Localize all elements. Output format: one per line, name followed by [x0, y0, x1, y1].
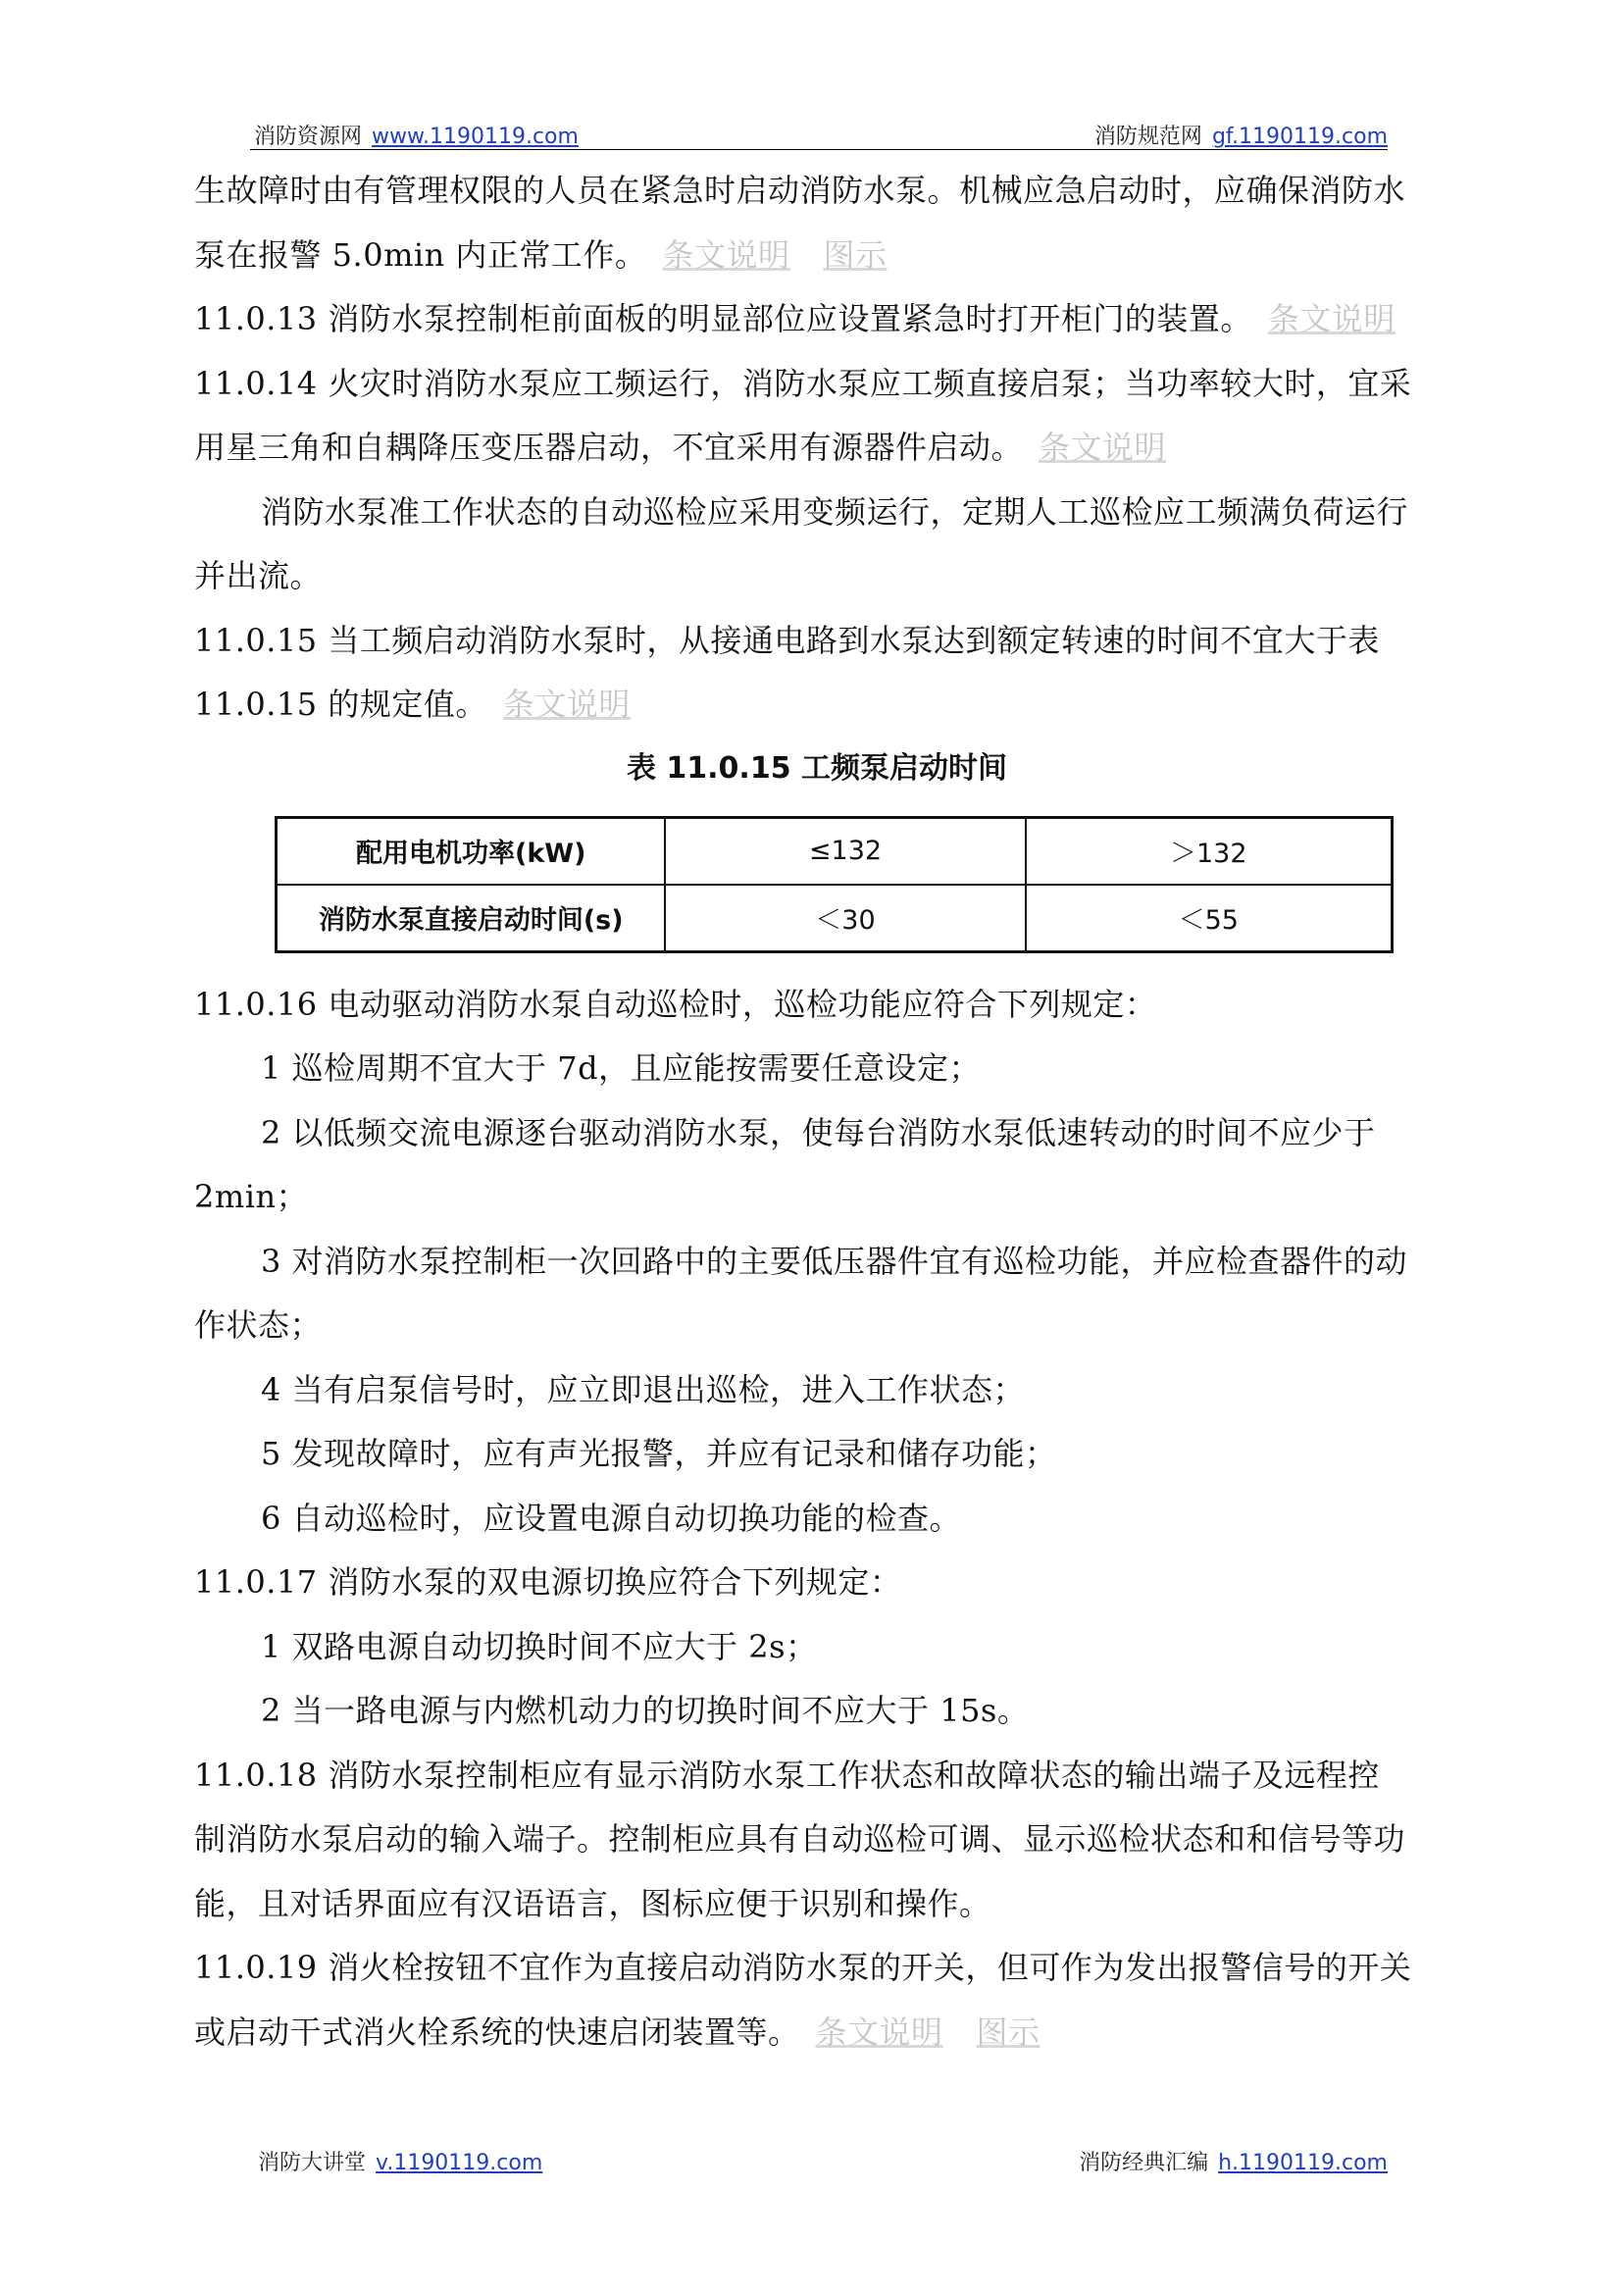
diagram-link[interactable]: 图示: [976, 2013, 1040, 2051]
text-line: [194, 352, 1440, 417]
table-cell: ＜55: [1026, 885, 1393, 952]
footer-classic-link[interactable]: h.1190119.com: [1218, 2151, 1388, 2175]
line-text: 11.0.18 消防水泵控制柜应有显示消防水泵工作状态和故障状态的输出端子及远程控: [194, 1756, 1380, 1794]
clause-explanation-link[interactable]: 条文说明: [662, 235, 790, 274]
text-line: [194, 1551, 1440, 1615]
clause-explanation-link[interactable]: 条文说明: [1267, 300, 1396, 337]
line-text: 或启动干式消火栓系统的快速启闭装置等。: [194, 2013, 800, 2051]
text-line: [194, 1487, 1440, 1552]
text-line: [194, 1294, 1440, 1358]
clause-explanation-link[interactable]: 条文说明: [1039, 429, 1167, 466]
header-spec-link[interactable]: gf.1190119.com: [1211, 125, 1388, 149]
line-text: 生故障时由有管理权限的人员在紧急时启动消防水泵。机械应急启动时，应确保消防水: [194, 172, 1406, 209]
table-cell: ≤132: [665, 817, 1025, 885]
page-header: [250, 118, 1388, 150]
text-line: [194, 1165, 1440, 1230]
clause-explanation-link[interactable]: 条文说明: [815, 2013, 943, 2051]
text-line: [194, 1744, 1440, 1809]
text-line: [194, 609, 1440, 674]
footer-lecture-label: 消防大讲堂: [258, 2151, 367, 2175]
line-text: 11.0.14 火灾时消防水泵应工频运行，消防水泵应工频直接启泵；当功率较大时，宜采: [194, 364, 1412, 402]
text-line: [194, 287, 1440, 352]
text-line: [194, 1872, 1440, 1937]
table-cell: ＜30: [665, 885, 1025, 952]
line-text: 11.0.15 当工频启动消防水泵时，从接通电路到水泵达到额定转速的时间不宜大于表: [194, 621, 1380, 659]
line-text: 2 当一路电源与内燃机动力的切换时间不应大于 15s。: [261, 1692, 1030, 1729]
table-row: [277, 885, 1393, 952]
line-text: 6 自动巡检时，应设置电源自动切换功能的检查。: [261, 1499, 962, 1537]
line-text: 4 当有启泵信号时，应立即退出巡检，进入工作状态；: [261, 1370, 1026, 1408]
text-line: [194, 673, 1440, 738]
table-row: [277, 817, 1393, 885]
header-left: [254, 120, 579, 150]
line-text: 11.0.19 消火栓按钮不宜作为直接启动消防水泵的开关，但可作为发出报警信号的开关: [194, 1949, 1412, 1986]
text-line: [194, 1358, 1440, 1423]
text-line: [194, 544, 1440, 609]
text-line: [194, 481, 1440, 545]
clause-explanation-link[interactable]: 条文说明: [502, 686, 631, 723]
text-line: [194, 2001, 1440, 2065]
header-site-link[interactable]: www.1190119.com: [372, 125, 579, 149]
line-text: 3 对消防水泵控制柜一次回路中的主要低压器件宜有巡检功能，并应检查器件的动: [261, 1242, 1408, 1280]
line-text: 1 巡检周期不宜大于 7d，且应能按需要任意设定；: [261, 1049, 982, 1087]
text-line: [194, 1808, 1440, 1872]
line-text: 5 发现故障时，应有声光报警，并应有记录和储存功能；: [261, 1435, 1057, 1472]
line-text: 消防水泵准工作状态的自动巡检应采用变频运行，定期人工巡检应工频满负荷运行: [261, 492, 1409, 531]
text-line: [194, 224, 1440, 288]
footer-lecture-link[interactable]: v.1190119.com: [376, 2151, 543, 2175]
table-caption: 表 11.0.15 工频泵启动时间: [626, 750, 1008, 786]
page-footer: [250, 2144, 1388, 2175]
text-line: [194, 1037, 1440, 1101]
line-text: 1 双路电源自动切换时间不应大于 2s；: [261, 1627, 818, 1665]
text-line: [194, 1615, 1440, 1680]
text-line: [194, 1101, 1440, 1166]
line-text: 11.0.16 电动驱动消防水泵自动巡检时，巡检功能应符合下列规定：: [194, 985, 1157, 1023]
line-text: 能，且对话界面应有汉语语言，图标应便于识别和操作。: [194, 1884, 991, 1922]
line-text: 泵在报警 5.0min 内正常工作。: [194, 235, 647, 274]
header-spec-label: 消防规范网: [1093, 125, 1202, 149]
line-text: 2min；: [194, 1178, 309, 1215]
text-line: [194, 973, 1440, 1038]
header-right: [1094, 120, 1388, 150]
line-text: 并出流。: [194, 557, 323, 594]
footer-classic-label: 消防经典汇编: [1079, 2151, 1209, 2175]
document-body: [194, 159, 1440, 2065]
footer-left: [258, 2146, 542, 2176]
line-text: 制消防水泵启动的输入端子。控制柜应具有自动巡检可调、显示巡检状态和和信号等功: [194, 1820, 1406, 1858]
line-text: 用星三角和自耦降压变压器启动，不宜采用有源器件启动。: [194, 429, 1024, 466]
pump-start-time-table: [275, 816, 1394, 953]
table-row-label: 配用电机功率(kW): [277, 817, 666, 885]
line-text: 11.0.15 的规定值。: [194, 686, 487, 723]
text-line: [194, 1679, 1440, 1744]
text-line: [194, 416, 1440, 481]
line-text: 11.0.17 消防水泵的双电源切换应符合下列规定：: [194, 1563, 902, 1601]
text-line: [194, 159, 1440, 224]
line-text: 2 以低频交流电源逐台驱动消防水泵，使每台消防水泵低速转动的时间不应少于: [261, 1113, 1376, 1151]
diagram-link[interactable]: 图示: [823, 235, 888, 274]
table-cell: ＞132: [1026, 817, 1393, 885]
line-text: 11.0.13 消防水泵控制柜前面板的明显部位应设置紧急时打开柜门的装置。: [194, 300, 1252, 337]
footer-right: [1079, 2146, 1388, 2176]
text-block-bottom: [194, 973, 1440, 2065]
text-line: [194, 1422, 1440, 1487]
text-block-top: [194, 159, 1440, 738]
table-row-label: 消防水泵直接启动时间(s): [277, 885, 666, 952]
text-line: [194, 1936, 1440, 2001]
line-text: 作状态；: [194, 1306, 323, 1344]
header-site-label: 消防资源网: [254, 125, 363, 149]
text-line: [194, 1230, 1440, 1295]
